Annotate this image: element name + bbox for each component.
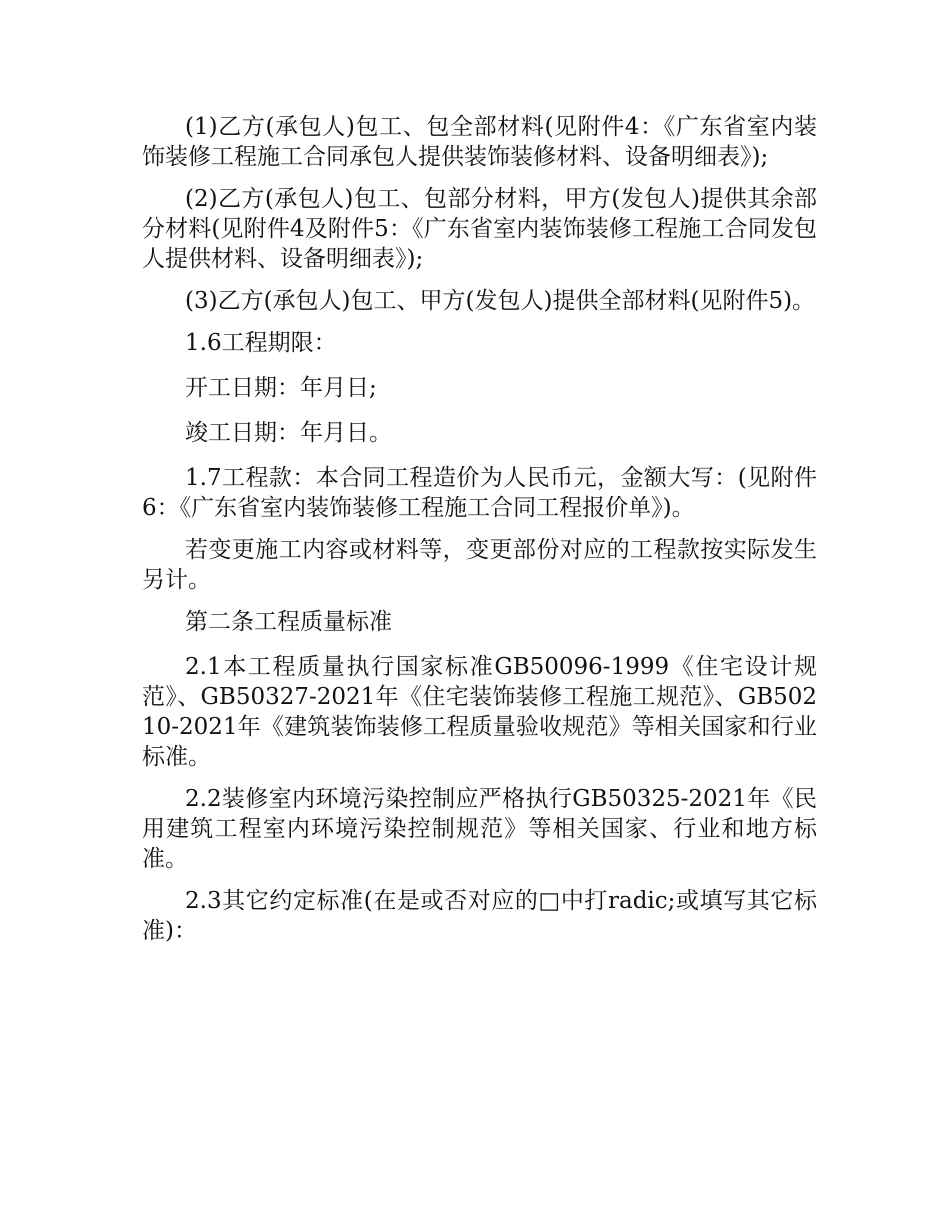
paragraph-standard-2-3: 2.3其它约定标准(在是或否对应的□中打radic;或填写其它标准)： — [142, 888, 817, 944]
paragraph-option-3: (3)乙方(承包人)包工、甲方(发包人)提供全部材料(见附件5)。 — [185, 288, 816, 314]
paragraph-start-date: 开工日期：年月日; — [185, 375, 377, 401]
paragraph-standard-2-1: 2.1本工程质量执行国家标准GB50096-1999《住宅设计规范》、GB50327-2021年《住宅装饰装修工程施工规范》、GB50210-2021年《建筑装饰装修工程质量验收规范》等相关国家和行业标准。 — [142, 654, 817, 770]
paragraph-standard-2-2: 2.2装修室内环境污染控制应严格执行GB50325-2021年《民用建筑工程室内环境污染控制规范》等相关国家、行业和地方标准。 — [142, 786, 817, 872]
section-heading-quality-standard: 第二条工程质量标准 — [185, 609, 392, 635]
paragraph-option-1: (1)乙方(承包人)包工、包全部材料(见附件4：《广东省室内装饰装修工程施工合同承包人提供装饰装修材料、设备明细表》); — [142, 114, 817, 170]
document-page — [142, 112, 817, 958]
paragraph-option-2: (2)乙方(承包人)包工、包部分材料，甲方(发包人)提供其余部分材料(见附件4及附件5：《广东省室内装饰装修工程施工合同发包人提供材料、设备明细表》); — [142, 186, 817, 272]
paragraph-change-note: 若变更施工内容或材料等，变更部份对应的工程款按实际发生另计。 — [142, 537, 817, 593]
paragraph-completion-date: 竣工日期：年月日。 — [185, 420, 392, 446]
paragraph-project-period: 1.6工程期限： — [185, 330, 337, 356]
paragraph-project-price: 1.7工程款：本合同工程造价为人民币元，金额大写：(见附件6：《广东省室内装饰装修工程施工合同工程报价单》)。 — [142, 465, 817, 521]
